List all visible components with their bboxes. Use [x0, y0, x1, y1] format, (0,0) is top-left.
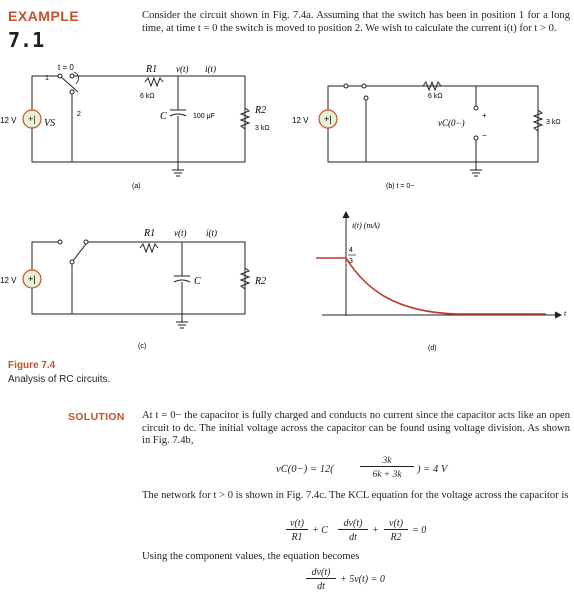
- panel-a-caption: (a): [132, 183, 141, 190]
- y-axis-label: i(t) (mA): [352, 221, 380, 230]
- c-label: C: [194, 276, 201, 287]
- plus-minus-icon: +|: [28, 114, 36, 124]
- r1-label: R1: [146, 64, 158, 75]
- solution-paragraph-1: At t = 0− the capacitor is fully charged and conducts no current since the capacitor acts like an open circuit to dc. The initial voltage across the capacitor can be found using voltage division. As shown in Fig. 7.4b,: [142, 410, 570, 447]
- plus-minus-icon: +|: [28, 274, 36, 284]
- r1-label: R1: [144, 228, 156, 239]
- plus-sign: +: [482, 111, 487, 120]
- chart-d: [296, 208, 574, 356]
- panel-d-caption: (d): [428, 345, 437, 352]
- r1-value: 6 kΩ: [428, 93, 443, 100]
- minus-sign: −: [482, 131, 487, 140]
- vt-label: v(t): [176, 64, 189, 74]
- circuit-a: [0, 58, 280, 198]
- r2-value: 3 kΩ: [546, 119, 561, 126]
- t0-label: t = 0: [58, 63, 74, 72]
- figure-caption: [8, 359, 110, 387]
- r2-label: R2: [255, 105, 267, 116]
- y-tick-numerator: 4: [349, 247, 353, 254]
- panel-b-caption: (b) t = 0−: [386, 183, 415, 190]
- c-value: 100 μF: [193, 113, 215, 120]
- y-axis-arrow-icon: [343, 212, 349, 218]
- r2-label: R2: [255, 276, 267, 287]
- vs-label: VS: [44, 118, 56, 129]
- source-voltage-label: 12 V: [0, 276, 17, 285]
- figure-caption-text: Analysis of RC circuits.: [8, 374, 111, 385]
- x-axis-label: t: [564, 309, 567, 318]
- plus-minus-icon: +|: [324, 114, 332, 124]
- figure-title: Figure 7.4: [8, 360, 56, 371]
- it-label: i(t): [205, 64, 216, 74]
- r1-value: 6 kΩ: [140, 93, 155, 100]
- source-voltage-label: 12 V: [0, 116, 17, 125]
- vc-label: vC(0−): [438, 118, 465, 128]
- y-tick-denominator: 3: [349, 258, 353, 265]
- decay-curve: [346, 258, 546, 314]
- panel-c-caption: (c): [138, 343, 147, 350]
- equation-kcl: v(t) R1 + C dv(t) dt + v(t) R2 = 0: [286, 518, 486, 548]
- intro-paragraph: Consider the circuit shown in Fig. 7.4a. Assuming that the switch has been in position 1 for a long time, at time t = 0 the switch is moved to position 2. We wish to calculate the current i(t) for t > 0.: [142, 10, 570, 34]
- vt-label: v(t): [174, 228, 187, 238]
- r2-value: 3 kΩ: [255, 125, 270, 132]
- pos1-label: 1: [45, 75, 49, 82]
- example-label: EXAMPLE: [8, 8, 80, 24]
- circuit-c: [0, 222, 280, 354]
- pos2-label: 2: [77, 111, 81, 118]
- solution-paragraph-3: Using the component values, the equation becomes: [142, 551, 360, 562]
- equation-ode: dv(t) dt + 5v(t) = 0: [306, 567, 446, 597]
- circuit-b: [288, 58, 574, 198]
- c-label: C: [160, 111, 167, 122]
- it-label: i(t): [206, 228, 217, 238]
- solution-paragraph-2: The network for t > 0 is shown in Fig. 7.4c. The KCL equation for the voltage across the capacitor is: [142, 490, 569, 501]
- solution-label: SOLUTION: [68, 411, 125, 423]
- example-number: 7.1: [8, 28, 45, 52]
- x-axis-arrow-icon: [555, 312, 561, 318]
- source-voltage-label: 12 V: [292, 116, 309, 125]
